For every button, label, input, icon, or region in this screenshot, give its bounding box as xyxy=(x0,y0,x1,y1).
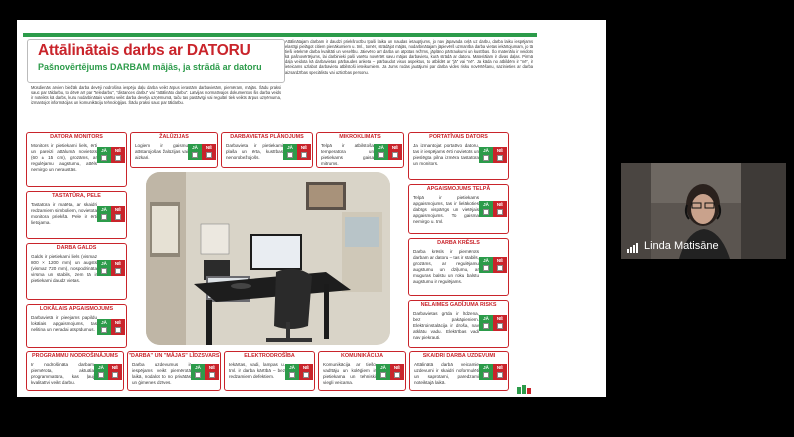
yes-cell xyxy=(283,144,297,160)
no-label: NĒ xyxy=(114,320,122,325)
no-cell xyxy=(299,364,313,380)
poster-subtitle: Pašnovērtējums DARBAM mājās, ja strādā ar datoru xyxy=(38,62,262,72)
workplace-photo xyxy=(146,172,390,345)
no-checkbox[interactable] xyxy=(115,214,121,220)
yes-no-block xyxy=(97,206,125,222)
yes-cell xyxy=(479,257,493,273)
card-text: Telpā ir atbilstoša temperatūra un pietiekams gaisa mitrums. xyxy=(321,143,374,166)
card-portativais-dators xyxy=(408,132,509,180)
no-label: NĒ xyxy=(496,365,504,370)
no-label: NĒ xyxy=(391,145,399,150)
yes-label: JĀ xyxy=(483,365,489,370)
card-title: KOMUNIKĀCIJA xyxy=(341,353,383,359)
no-label: NĒ xyxy=(205,145,213,150)
yes-cell xyxy=(94,364,108,380)
yes-label: JĀ xyxy=(289,365,295,370)
yes-label: JĀ xyxy=(483,316,489,321)
card-title: ELEKTRODROŠĪBA xyxy=(244,353,295,359)
card-text: Iekārtas, vadi, lampas u. tml. ir darba kārtībā – bez redzamiem defektiem. xyxy=(229,362,285,379)
no-checkbox[interactable] xyxy=(497,209,503,215)
yes-no-block xyxy=(479,201,507,217)
card-text: Darba krēsls ir piemērots darbam ar datoru – tas ir stabils, grozāms, ar regulējamu augstumu un dziļumu, ar muguras balstu un roku balstu augstumu ir regulējams. xyxy=(413,249,479,284)
yes-no-block xyxy=(97,260,125,276)
poster-title: Attālinātais darbs ar DATORU xyxy=(38,42,251,59)
no-checkbox[interactable] xyxy=(209,372,215,378)
yes-checkbox[interactable] xyxy=(483,209,489,215)
card-title: DARBA GALDS xyxy=(56,245,97,251)
yes-label: JĀ xyxy=(287,145,293,150)
no-checkbox[interactable] xyxy=(394,372,400,378)
card-text: Telpā ir pietiekams apgaismojums, tas ir lielākoties dabīgs vispārīgs un vietējais apgaismojums. To gaisma nemirgo u. tml. xyxy=(413,195,479,224)
shared-screen xyxy=(17,20,606,397)
no-label: NĒ xyxy=(114,207,122,212)
card-title: PORTATĪVAIS DATORS xyxy=(429,134,488,140)
participant-name: Linda Matisāne xyxy=(644,240,719,252)
no-label: NĒ xyxy=(111,365,119,370)
no-cell xyxy=(493,315,507,331)
no-checkbox[interactable] xyxy=(303,372,309,378)
no-label: NĒ xyxy=(496,148,504,153)
yes-cell xyxy=(376,364,390,380)
no-cell xyxy=(111,319,125,335)
card-title: DARBA KRĒSLS xyxy=(437,240,480,246)
no-cell xyxy=(111,260,125,276)
no-checkbox[interactable] xyxy=(112,372,118,378)
logo-icon xyxy=(517,385,533,395)
yes-no-block xyxy=(191,364,219,380)
yes-checkbox[interactable] xyxy=(378,152,384,158)
card-darba-kresls xyxy=(408,238,509,296)
card-skaidri-darba-uzdevumi xyxy=(409,351,509,391)
card-text: Monitors ir pietiekami liels, ērti un pareizi attālumā novietots (60 ± 15 cm), grozāms, ar regulējamu augstumu, attēls nemirgo un neraustās. xyxy=(31,143,97,172)
yes-cell xyxy=(97,319,111,335)
card-title: SKAIDRI DARBA UZDEVUMI xyxy=(422,353,496,359)
no-checkbox[interactable] xyxy=(115,155,121,161)
yes-no-block xyxy=(94,364,122,380)
yes-label: JĀ xyxy=(98,365,104,370)
poster xyxy=(23,33,537,397)
yes-label: JĀ xyxy=(378,145,384,150)
yes-checkbox[interactable] xyxy=(483,372,489,378)
yes-cell xyxy=(374,144,388,160)
yes-checkbox[interactable] xyxy=(483,265,489,271)
no-checkbox[interactable] xyxy=(497,372,503,378)
yes-no-block xyxy=(97,319,125,335)
no-checkbox[interactable] xyxy=(497,323,503,329)
no-checkbox[interactable] xyxy=(115,268,121,274)
no-label: NĒ xyxy=(496,316,504,321)
no-label: NĒ xyxy=(300,145,308,150)
no-cell xyxy=(111,147,125,163)
yes-checkbox[interactable] xyxy=(192,152,198,158)
yes-checkbox[interactable] xyxy=(289,372,295,378)
card-text: Komunikācija ar tiešo vadītāju un kolēģiem ir pietiekama un tehniski viegli veicama. xyxy=(323,362,376,385)
no-label: NĒ xyxy=(393,365,401,370)
title-box xyxy=(27,39,285,83)
yes-cell xyxy=(479,147,493,163)
yes-checkbox[interactable] xyxy=(101,268,107,274)
yes-label: JĀ xyxy=(101,207,107,212)
yes-label: JĀ xyxy=(101,261,107,266)
yes-checkbox[interactable] xyxy=(483,155,489,161)
card-title: PROGRAMMU NODROŠINĀJUMS xyxy=(32,353,118,359)
card-text: Tastatūra ir matēta, ar skaidri redzamiem simboliem, novietota monitora priekšā. Pele ir ērti lietojama. xyxy=(31,202,97,225)
card-text: Darba uzdevumus ir iespējams veikt piemērotā laikā, nodalot to no privātās un ģimenes dzīves. xyxy=(132,362,191,385)
card-text: Ja izmantojat portatīvo datoru, tas ir iespējams ērti novietots un pieslēgta pilna izmēra tastatūra un monitors. xyxy=(413,143,479,166)
yes-no-block xyxy=(376,364,404,380)
yes-cell xyxy=(188,144,202,160)
poster-top-bar xyxy=(23,33,537,37)
card-title: LOKĀLAIS APGAISMOJUMS xyxy=(39,306,114,312)
yes-cell xyxy=(479,315,493,331)
yes-no-block xyxy=(479,364,507,380)
card-datora-monitors xyxy=(26,132,127,187)
yes-no-block xyxy=(479,315,507,331)
yes-label: JĀ xyxy=(101,320,107,325)
yes-cell xyxy=(191,364,205,380)
yes-checkbox[interactable] xyxy=(98,372,104,378)
no-cell xyxy=(205,364,219,380)
card-title: ŽALŪZIJAS xyxy=(159,134,189,140)
no-cell xyxy=(390,364,404,380)
card-title: TASTATŪRA, PELE xyxy=(52,193,101,199)
no-cell xyxy=(493,257,507,273)
no-cell xyxy=(108,364,122,380)
card-mikroklimats xyxy=(316,132,404,168)
no-cell xyxy=(493,364,507,380)
yes-label: JĀ xyxy=(483,202,489,207)
yes-no-block xyxy=(374,144,402,160)
no-checkbox[interactable] xyxy=(301,152,307,158)
yes-no-block xyxy=(188,144,216,160)
no-cell xyxy=(297,144,311,160)
intro-text-left: Mūsdienās arvien biežāk darba devēji nodrošina iespēju daļu darba veikt ārpus ierastām darbavietām, piemēram, mājās. Šādu praksi sauc par tāldarbu, to dēvē arī par "teledarbu", "distances darbu" vai "attālināto darbu". Latvijas normatīvajos dokumentos šis darba veids ir noteikts kā darbs, kuru nodarbinātais varētu veikt darba devēja uzņēmumā, taču tas pastāvīgi vai regulāri tiek veikts ārpus uzņēmuma, izmantojot informācijas un komunikāciju tehnoloģijas. Šādu praksi sauc par tāldarbu. xyxy=(31,85,281,106)
no-checkbox[interactable] xyxy=(206,152,212,158)
card-text: Darbavietas grīda ir līdzena, bez pakāpieniem. Elektroinstalācija ir droša, nav atklātu vadu. Elektrības vadi nav piekrauti. xyxy=(413,311,479,340)
no-label: NĒ xyxy=(302,365,310,370)
card-text: Ir nodrošināta darbam piemērota, aktuāla programmatūra, kas ļauj kvalitatīvi veikt darbu. xyxy=(31,362,94,385)
yes-no-block xyxy=(97,147,125,163)
yes-label: JĀ xyxy=(195,365,201,370)
no-label: NĒ xyxy=(496,202,504,207)
no-cell xyxy=(388,144,402,160)
yes-checkbox[interactable] xyxy=(483,323,489,329)
card-apgaismojums-telpa xyxy=(408,184,509,234)
card-darba-galds xyxy=(26,243,127,300)
no-label: NĒ xyxy=(496,258,504,263)
no-cell xyxy=(493,147,507,163)
yes-label: JĀ xyxy=(192,145,198,150)
audio-level-icon xyxy=(627,243,639,253)
card-text: Logiem ir gaismu attstarojošas žalūzijas vai aizkari. xyxy=(135,143,188,160)
participant-video-tile[interactable] xyxy=(621,163,786,259)
yes-cell xyxy=(285,364,299,380)
no-cell xyxy=(202,144,216,160)
no-label: NĒ xyxy=(114,148,122,153)
card-title: DATORA MONITORS xyxy=(50,134,103,140)
card-darbavietas-planojums xyxy=(221,132,313,168)
no-checkbox[interactable] xyxy=(497,265,503,271)
yes-no-block xyxy=(285,364,313,380)
no-cell xyxy=(493,201,507,217)
yes-no-block xyxy=(479,257,507,273)
yes-label: JĀ xyxy=(483,258,489,263)
no-cell xyxy=(111,206,125,222)
card-title: DARBAVIETAS PLĀNOJUMS xyxy=(230,134,304,140)
yes-checkbox[interactable] xyxy=(101,155,107,161)
card-nelaimes-gadijuma-risks xyxy=(408,300,509,348)
no-checkbox[interactable] xyxy=(392,152,398,158)
yes-checkbox[interactable] xyxy=(195,372,201,378)
no-checkbox[interactable] xyxy=(115,327,121,333)
intro-text-right: Attālinātajam darbam ir daudzi priekšrocību īpaši laika un naudas ietaupījums, jo nav jāpavada ceļā uz darbu, darba laiku iespējams elastīgi pielāgot citiem pienākumiem u. tml., tomēr, strādājot mājās, nodarbinātajam jāpievērš uzmanība darba vietas iekārtojumam, jo tā tieši ietekmē darba kvalitāti un veselību. Jāievēro arī darba un atpūtas režīms, jāplāno pārtraukumi un kustības. Šo materiālu ir veidots kā pašnovērtējums, lai darbinieki paši varētu novērtēt savu mājas darbavietu, kurā strādā ar datoru. Materiālam ir divas daļas. Pirmā daļa veidota kā darbavietas pārbaudes anketa – pārbaudot visus aspektus, to atbildēt ar "jā" vai "nē". Ja kāda no atbildēm ir "nē", ir ieteicams uzlabot darbavietu atbilstoši ieteikumiem. Ja Jums rodas jautājumi par darba vides risku novērtēšanu, sazinieties ar darba aizsardzības speciālistu vai uzticības personu. xyxy=(285,39,533,75)
card-tastatura-pele xyxy=(26,191,127,239)
yes-cell xyxy=(97,206,111,222)
yes-cell xyxy=(97,260,111,276)
card-komunikacija xyxy=(318,351,406,391)
card-text: Darbavietā ir pieejams papildu lokālais apgaismojums, tas nelitina un neradai atspīdumus. xyxy=(31,315,97,332)
card-text: Attālinātā darbā veicamie uzdevumi ir skaidri noformulēti un saprotami, paredzami noteiktajā laikā. xyxy=(414,362,479,385)
yes-checkbox[interactable] xyxy=(101,327,107,333)
card-title: NELAIMES GADĪJUMA RISKS xyxy=(420,302,497,308)
no-checkbox[interactable] xyxy=(497,155,503,161)
card-title: APGAISMOJUMS TELPĀ xyxy=(426,186,491,192)
yes-cell xyxy=(479,364,493,380)
card-text: Galds ir pietiekami liels (vismaz 800 × 1200 mm) un augsts (vismaz 720 mm), nospodrināta virsma un stabils, zem tā ir pietiekami daudz vietas. xyxy=(31,254,97,283)
yes-label: JĀ xyxy=(101,148,107,153)
yes-label: JĀ xyxy=(380,365,386,370)
workplace-photo-illustration xyxy=(146,172,390,345)
yes-checkbox[interactable] xyxy=(101,214,107,220)
yes-cell xyxy=(97,147,111,163)
yes-checkbox[interactable] xyxy=(287,152,293,158)
card-darba-majas-lidzsvars xyxy=(127,351,221,391)
card-elektrodrosiba xyxy=(224,351,315,391)
no-label: NĒ xyxy=(114,261,122,266)
no-label: NĒ xyxy=(208,365,216,370)
card-title: "DARBA" UN "MĀJAS" LĪDZSVARS xyxy=(128,353,220,359)
card-lokalais-apgaismojums xyxy=(26,304,127,348)
yes-no-block xyxy=(283,144,311,160)
card-title: MIKROKLIMATS xyxy=(339,134,381,140)
yes-label: JĀ xyxy=(483,148,489,153)
card-zaluzijas xyxy=(130,132,218,168)
yes-no-block xyxy=(479,147,507,163)
card-programmu-nodrosinajums xyxy=(26,351,124,391)
yes-checkbox[interactable] xyxy=(380,372,386,378)
yes-cell xyxy=(479,201,493,217)
card-text: Darbavieta ir pietiekami plaša un ērta, kustības nenorobežojošs. xyxy=(226,143,283,160)
